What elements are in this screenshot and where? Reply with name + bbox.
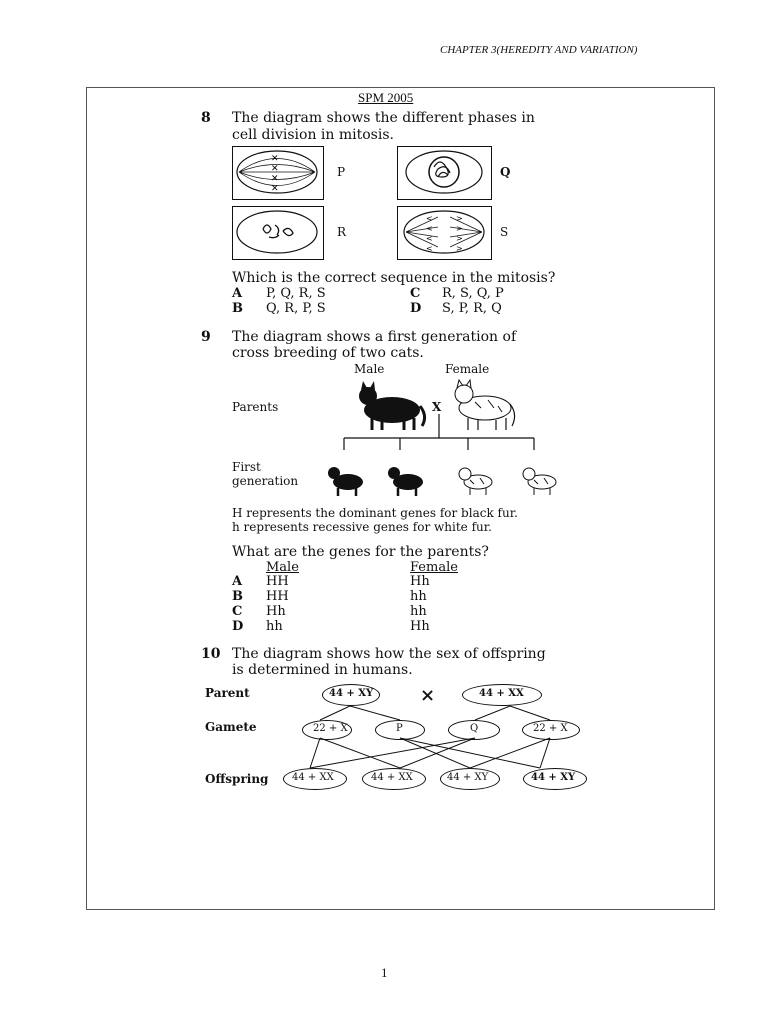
q9-note-line1: H represents the dominant genes for black fur. <box>232 506 518 520</box>
q9-option-c-letter: C <box>232 604 243 619</box>
q9-col-male: Male <box>266 560 299 575</box>
offspring-1-label: 44 + XX <box>292 772 334 783</box>
q8-option-c-text: R, S, Q, P <box>442 286 504 301</box>
q9-first-label-line1: First <box>232 460 261 474</box>
svg-text:✕: ✕ <box>271 174 279 184</box>
q9-option-c-female: hh <box>410 604 427 619</box>
q9-option-d-letter: D <box>232 619 244 634</box>
q9-first-label-line2: generation <box>232 474 299 488</box>
q8-text-line1: The diagram shows the different phases in <box>232 110 535 126</box>
gamete-3-label: Q <box>470 723 479 734</box>
phase-s-diagram <box>397 206 492 260</box>
parent-male-label: 44 + XY <box>329 688 374 699</box>
q9-option-a-male: HH <box>266 574 289 589</box>
q10-text-line1: The diagram shows how the sex of offspring <box>232 646 546 662</box>
gamete-1-label: 22 + X <box>313 723 348 734</box>
svg-text:>: > <box>456 214 463 223</box>
q9-male-label: Male <box>354 362 385 376</box>
q9-number: 9 <box>201 329 211 345</box>
interphase-cell-icon <box>233 207 322 258</box>
white-cat-icon <box>455 380 515 430</box>
black-kitten-icon <box>388 467 423 496</box>
q9-option-a-letter: A <box>232 574 243 589</box>
q9-option-d-male: hh <box>266 619 283 634</box>
svg-text:<: < <box>426 244 433 253</box>
q10-row-gamete: Gamete <box>205 720 257 734</box>
svg-text:>: > <box>456 244 463 253</box>
q9-note-line2: h represents recessive genes for white fur. <box>232 520 492 534</box>
q8-option-a-letter: A <box>232 286 243 301</box>
parent-cross-symbol: × <box>420 685 436 706</box>
section-title: SPM 2005 <box>358 90 414 105</box>
q8-option-b-letter: B <box>232 301 243 316</box>
q8-option-d-text: S, P, R, Q <box>442 301 502 316</box>
black-kitten-icon <box>328 467 363 496</box>
parent-female-label: 44 + XX <box>479 688 524 699</box>
q9-option-b-male: HH <box>266 589 289 604</box>
q9-option-b-letter: B <box>232 589 243 604</box>
gamete-4-label: 22 + X <box>533 723 568 734</box>
q9-option-d-female: Hh <box>410 619 430 634</box>
q8-option-a-text: P, Q, R, S <box>266 286 326 301</box>
phase-p-label: P <box>337 165 346 179</box>
offspring-cats-row <box>320 462 570 502</box>
offspring-4-label: 44 + XY <box>531 772 576 783</box>
svg-text:✕: ✕ <box>271 164 279 174</box>
q9-option-a-female: Hh <box>410 574 430 589</box>
svg-text:✕: ✕ <box>271 154 279 164</box>
q10-text-line2: is determined in humans. <box>232 662 413 678</box>
q10-row-parent: Parent <box>205 686 250 700</box>
q10-row-offspring: Offspring <box>205 772 269 786</box>
svg-text:<: < <box>426 214 433 223</box>
q8-option-d-letter: D <box>410 301 422 316</box>
page-number: 1 <box>381 965 388 980</box>
q9-question: What are the genes for the parents? <box>232 544 489 560</box>
q9-col-female: Female <box>410 560 458 575</box>
phase-q-label: Q <box>500 165 511 179</box>
white-kitten-icon <box>459 468 492 495</box>
q9-parents-label: Parents <box>232 400 279 414</box>
q10-number: 10 <box>201 646 221 662</box>
gamete-2-label: P <box>396 723 403 734</box>
phase-r-label: R <box>337 225 347 239</box>
prophase-cell-icon <box>398 147 490 198</box>
q8-question: Which is the correct sequence in the mitosis? <box>232 270 556 286</box>
svg-text:>: > <box>456 224 463 233</box>
white-kitten-icon <box>523 468 556 495</box>
q9-female-label: Female <box>445 362 490 376</box>
chapter-header: CHAPTER 3(HEREDITY AND VARIATION) <box>440 44 638 56</box>
q9-cross-symbol: X <box>432 400 442 414</box>
q9-text-line2: cross breeding of two cats. <box>232 345 424 361</box>
phase-s-label: S <box>500 225 509 239</box>
anaphase-cell-icon <box>398 207 490 258</box>
q9-option-b-female: hh <box>410 589 427 604</box>
q8-text-line2: cell division in mitosis. <box>232 127 394 143</box>
q8-number: 8 <box>201 110 211 126</box>
phase-r-diagram <box>232 206 324 260</box>
black-cat-icon <box>359 381 425 430</box>
phase-q-diagram <box>397 146 492 200</box>
svg-text:✕: ✕ <box>271 184 279 194</box>
svg-text:<: < <box>426 224 433 233</box>
q9-option-c-male: Hh <box>266 604 286 619</box>
offspring-3-label: 44 + XY <box>447 772 489 783</box>
svg-text:<: < <box>426 234 433 243</box>
offspring-2-label: 44 + XX <box>371 772 413 783</box>
svg-text:>: > <box>456 234 463 243</box>
phase-p-diagram <box>232 146 324 200</box>
q8-option-b-text: Q, R, P, S <box>266 301 326 316</box>
q9-text-line1: The diagram shows a first generation of <box>232 329 517 345</box>
metaphase-cell-icon <box>233 147 322 198</box>
q8-option-c-letter: C <box>410 286 421 301</box>
